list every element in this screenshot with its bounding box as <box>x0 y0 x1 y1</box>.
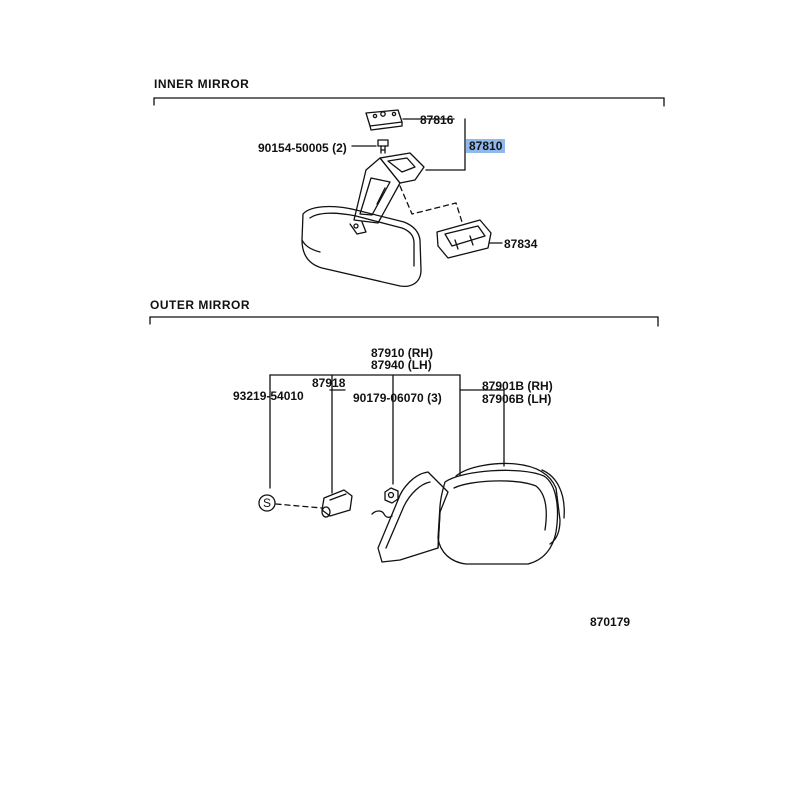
part-label-87816[interactable]: 87816 <box>420 113 454 127</box>
part-label-87940-lh[interactable]: 87940 (LH) <box>371 358 432 372</box>
section-outer-mirror: OUTER MIRROR <box>150 298 250 312</box>
outer-mirror-housing <box>438 464 564 565</box>
diagram-number: 870179 <box>590 615 631 629</box>
mirror-wire <box>372 511 392 517</box>
part-label-90154-50005[interactable]: 90154-50005 (2) <box>258 141 347 155</box>
part-label-90179-06070[interactable]: 90179-06070 (3) <box>353 391 442 405</box>
screw-90154-50005 <box>352 140 388 153</box>
part-label-87910-rh[interactable]: 87910 (RH) <box>371 346 434 360</box>
inner-mirror-bracket <box>154 98 664 106</box>
nut-90179-06070 <box>385 488 398 503</box>
clip-87918 <box>322 490 352 517</box>
section-inner-mirror: INNER MIRROR <box>154 77 250 91</box>
dashed-link-cover <box>400 186 462 222</box>
inner-mirror-body <box>302 207 421 287</box>
part-label-87918[interactable]: 87918 <box>312 376 346 390</box>
part-label-87834[interactable]: 87834 <box>504 237 538 251</box>
outer-mirror-bracket <box>150 317 658 326</box>
part-label-87901b-rh[interactable]: 87901B (RH) <box>482 379 553 393</box>
part-label-87906b-lh[interactable]: 87906B (LH) <box>482 392 552 406</box>
cover-87834 <box>437 220 502 258</box>
symbol-s-label: S <box>263 496 272 510</box>
dashed-link-clip <box>276 504 322 508</box>
part-label-87810[interactable]: 87810 <box>466 139 505 153</box>
part-label-93219-54010[interactable]: 93219-54010 <box>233 389 304 403</box>
